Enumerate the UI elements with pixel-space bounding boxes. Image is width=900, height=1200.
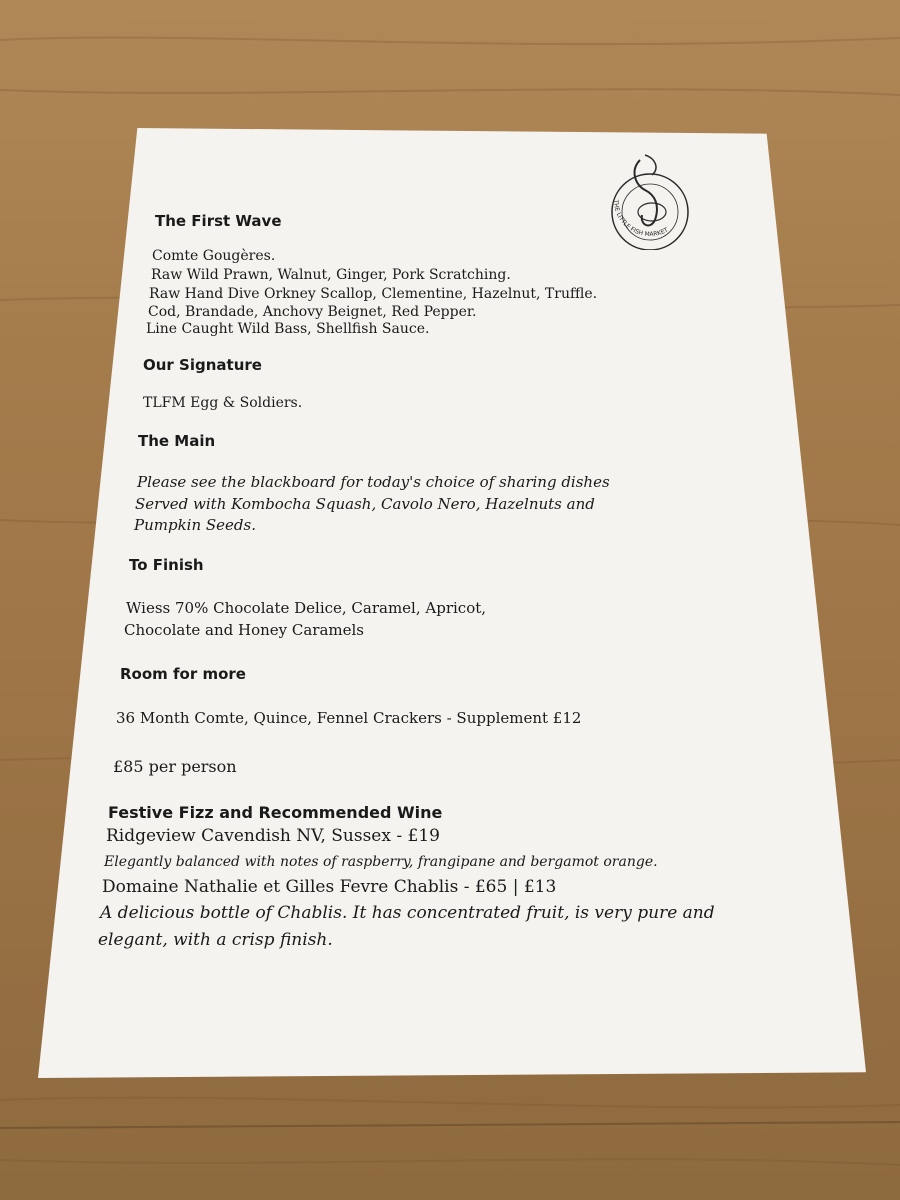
- menu-item: Raw Wild Prawn, Walnut, Ginger, Pork Scratching.: [151, 267, 511, 283]
- wine-note: Elegantly balanced with notes of raspberry, frangipane and bergamot orange.: [104, 854, 658, 870]
- section-title-wine: Festive Fizz and Recommended Wine: [108, 803, 443, 822]
- menu-item: TLFM Egg & Soldiers.: [143, 395, 303, 411]
- section-title-more: Room for more: [120, 665, 246, 683]
- section-title-signature: Our Signature: [143, 356, 262, 374]
- wine-name: Domaine Nathalie et Gilles Fevre Chablis - £65 | £13: [102, 877, 557, 897]
- menu-item: Line Caught Wild Bass, Shellfish Sauce.: [146, 321, 430, 337]
- menu-item: Chocolate and Honey Caramels: [124, 621, 365, 639]
- fish-market-logo-icon: [600, 150, 700, 250]
- section-title-finish: To Finish: [129, 556, 204, 574]
- price-per-person: £85 per person: [113, 757, 237, 776]
- menu-item: Cod, Brandade, Anchovy Beignet, Red Pepper.: [148, 304, 477, 320]
- wine-name: Ridgeview Cavendish NV, Sussex - £19: [106, 826, 440, 846]
- menu-item: 36 Month Comte, Quince, Fennel Crackers - Supplement £12: [116, 709, 582, 727]
- menu-item: Comte Gougères.: [152, 248, 276, 264]
- wine-note: elegant, with a crisp finish.: [98, 930, 333, 950]
- wine-note: A delicious bottle of Chablis. It has concentrated fruit, is very pure and: [100, 903, 715, 923]
- main-description-line: Please see the blackboard for today's choice of sharing dishes: [137, 473, 610, 491]
- menu-item: Raw Hand Dive Orkney Scallop, Clementine, Hazelnut, Truffle.: [149, 286, 598, 302]
- logo-text: THE LITTLE FISH MARKET: [611, 199, 670, 239]
- menu-item: Wiess 70% Chocolate Delice, Caramel, Apricot,: [126, 599, 487, 617]
- main-description-line: Pumpkin Seeds.: [134, 516, 256, 534]
- section-title-main: The Main: [138, 432, 216, 450]
- section-title-first-wave: The First Wave: [155, 212, 282, 230]
- main-description-line: Served with Kombocha Squash, Cavolo Nero, Hazelnuts and: [135, 495, 595, 513]
